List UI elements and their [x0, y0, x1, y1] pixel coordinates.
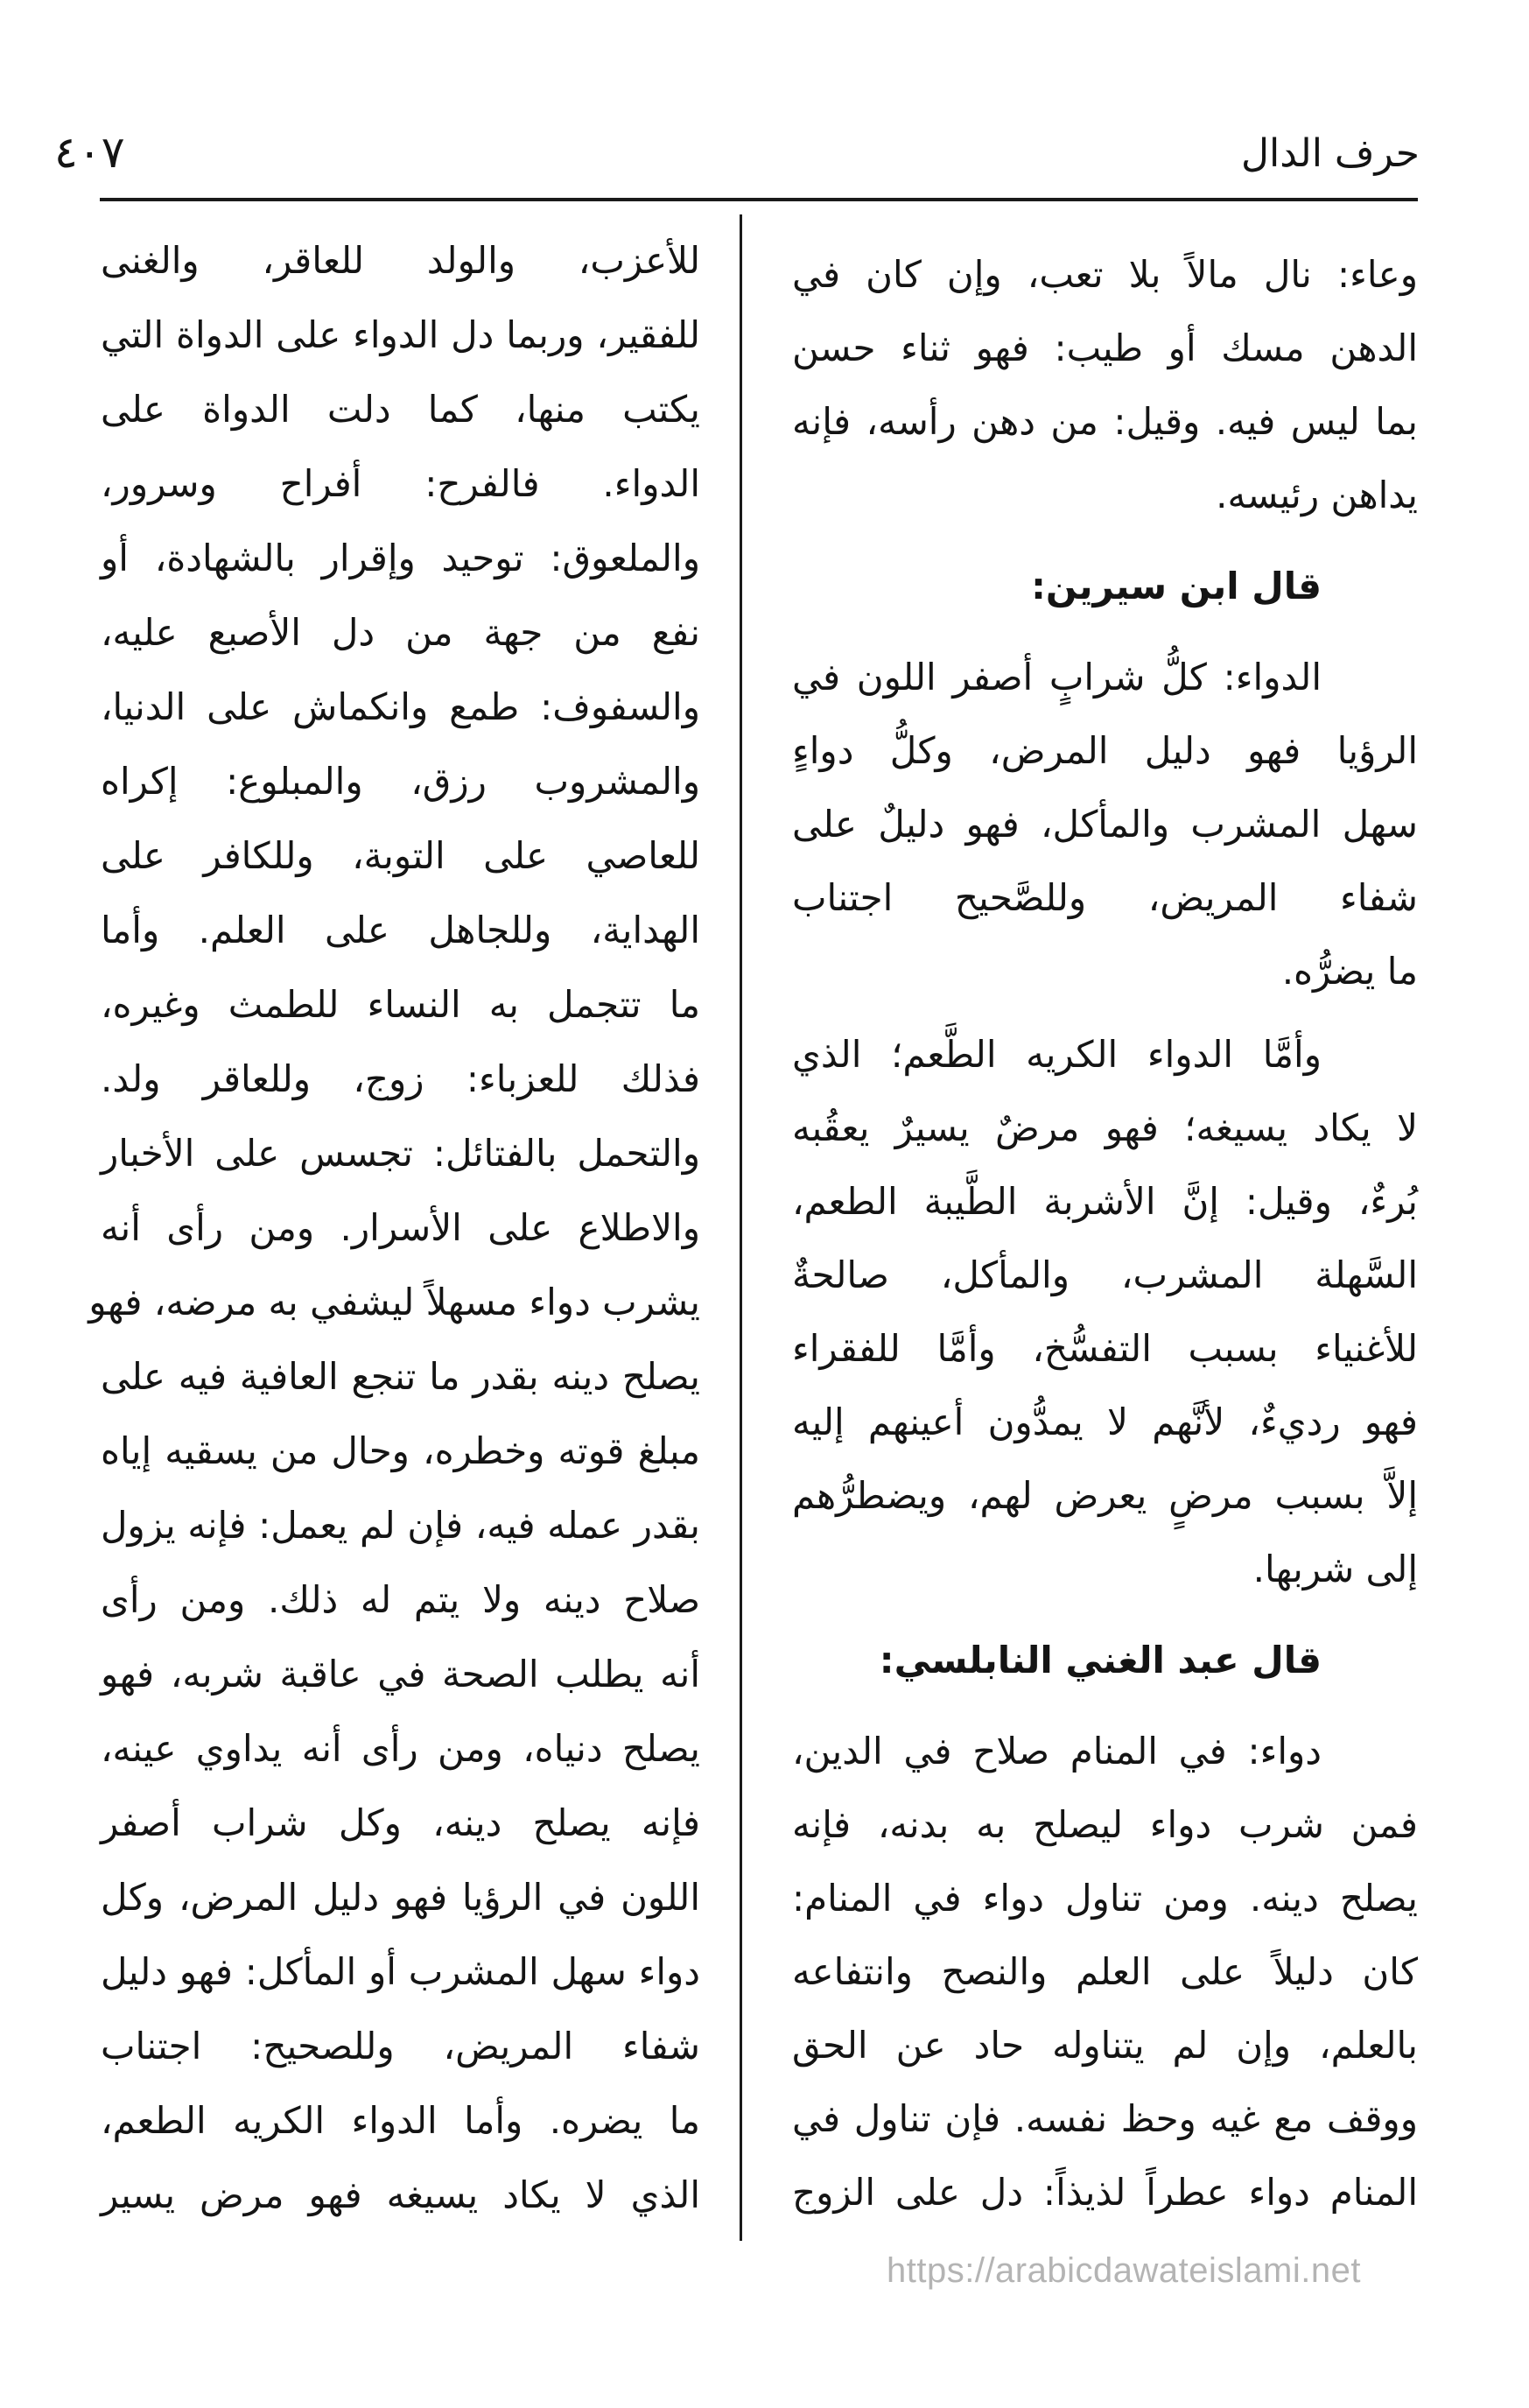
text-line: الدواء: كلُّ شرابٍ أصفر اللون في: [792, 656, 1322, 699]
text-line: فهو رديءٌ، لأنَّهم لا يمدُّون أعينهم إليه: [792, 1401, 1418, 1443]
text-line: المنام دواء عطراً لذيذاً: دل على الزوج: [792, 2171, 1418, 2214]
text-line: والتحمل بالفتائل: تجسس على الأخبار: [101, 1132, 700, 1175]
text-line: والاطلاع على الأسرار. ومن رأى أنه: [101, 1206, 700, 1249]
text-line: إلى شربها.: [1252, 1548, 1418, 1590]
text-line: بُرءٌ، وقيل: إنَّ الأشربة الطَّيبة الطعم،: [792, 1180, 1418, 1223]
text-line: والسفوف: طمع وانكماش على الدنيا،: [101, 685, 700, 728]
column-divider: [740, 214, 742, 2241]
text-line: ما تتجمل به النساء للطمث وغيره،: [101, 983, 700, 1026]
text-line: الذي لا يكاد يسيغه فهو مرض يسير: [101, 2173, 700, 2216]
text-line: يصلح دينه بقدر ما تنجع العافية فيه على: [101, 1355, 700, 1398]
text-line: دواء سهل المشرب أو المأكل: فهو دليل: [101, 1950, 700, 1993]
text-line: للأغنياء بسبب التفسُّخ، وأمَّا للفقراء: [792, 1327, 1418, 1370]
text-line: الدواء. فالفرح: أفراح وسرور،: [101, 462, 700, 505]
page-number: ٤٠٧: [54, 127, 125, 178]
text-line: لا يكاد يسيغه؛ فهو مرضٌ يسيرٌ يعقُبه: [792, 1106, 1418, 1149]
text-line: يداهن رئيسه.: [1216, 474, 1418, 516]
text-line: فإنه يصلح دينه، وكل شراب أصفر: [101, 1801, 700, 1844]
text-line: اللون في الرؤيا فهو دليل المرض، وكل: [101, 1876, 700, 1919]
text-line: سهل المشرب والمأكل، فهو دليلٌ على: [792, 803, 1418, 846]
text-line: وأمَّا الدواء الكريه الطَّعم؛ الذي: [792, 1033, 1322, 1076]
running-header-title: حرف الدال: [1241, 131, 1420, 176]
text-line: كان دليلاً على العلم والنصح وانتفاعه: [792, 1950, 1418, 1993]
text-line: للأعزب، والولد للعاقر، والغنى: [101, 239, 700, 282]
text-line: ووقف مع غيه وحظ نفسه. فإن تناول في: [792, 2097, 1418, 2140]
left-column: [88, 223, 700, 2232]
text-line: يشرب دواء مسهلاً ليشفي به مرضه، فهو: [88, 1281, 700, 1323]
text-line: والملعوق: توحيد وإقرار بالشهادة، أو: [101, 537, 700, 579]
text-line: الهداية، وللجاهل على العلم. وأما: [101, 909, 700, 951]
text-line: يكتب منها، كما دلت الدواة على: [101, 388, 700, 431]
text-line: فذلك للعزباء: زوج، وللعاقر ولد.: [101, 1057, 700, 1100]
text-line: يصلح دينه. ومن تناول دواء في المنام:: [792, 1877, 1418, 1920]
text-line: فمن شرب دواء ليصلح به بدنه، فإنه: [792, 1803, 1418, 1846]
text-line: للعاصي على التوبة، وللكافر على: [101, 834, 700, 877]
text-line: الرؤيا فهو دليل المرض، وكلُّ دواءٍ: [792, 729, 1418, 772]
section-heading: قال عبد الغني النابلسي:: [879, 1639, 1322, 1681]
text-line: دواء: في المنام صلاح في الدين،: [792, 1730, 1322, 1773]
text-line: والمشروب رزق، والمبلوع: إكراه: [101, 760, 700, 803]
text-line: شفاء المريض، وللصحيح: اجتناب: [101, 2025, 700, 2068]
text-line: وعاء: نال مالاً بلا تعب، وإن كان في: [792, 253, 1418, 296]
section-heading: قال ابن سيرين:: [1031, 565, 1322, 607]
text-line: إلاَّ بسبب مرضٍ يعرض لهم، ويضطرُّهم: [792, 1474, 1418, 1517]
text-line: نفع من جهة من دل الأصبع عليه،: [101, 611, 700, 654]
text-line: مبلغ قوته وخطره، وحال من يسقيه إياه: [101, 1429, 700, 1472]
text-line: يصلح دنياه، ومن رأى أنه يداوي عينه،: [101, 1727, 700, 1770]
text-line: بالعلم، وإن لم يتناوله حاد عن الحق: [792, 2024, 1418, 2067]
text-line: صلاح دينه ولا يتم له ذلك. ومن رأى: [101, 1578, 700, 1621]
text-line: أنه يطلب الصحة في عاقبة شربه، فهو: [101, 1653, 700, 1695]
text-line: ما يضره. وأما الدواء الكريه الطعم،: [101, 2099, 700, 2142]
text-line: ما يضرُّه.: [1281, 950, 1418, 993]
text-line: بقدر عمله فيه، فإن لم يعمل: فإنه يزول: [101, 1504, 700, 1547]
header-rule: [100, 198, 1418, 201]
text-line: بما ليس فيه. وقيل: من دهن رأسه، فإنه: [792, 400, 1418, 443]
text-line: شفاء المريض، وللصَّحيح اجتناب: [792, 876, 1418, 919]
watermark-url: https://arabicdawateislami.net: [887, 2251, 1361, 2290]
right-column: [792, 238, 1418, 2229]
text-line: السَّهلة المشرب، والمأكل، صالحةٌ: [792, 1253, 1418, 1296]
text-line: الدهن مسك أو طيب: فهو ثناء حسن: [792, 326, 1418, 369]
text-line: للفقير، وربما دل الدواء على الدواة التي: [101, 313, 700, 356]
